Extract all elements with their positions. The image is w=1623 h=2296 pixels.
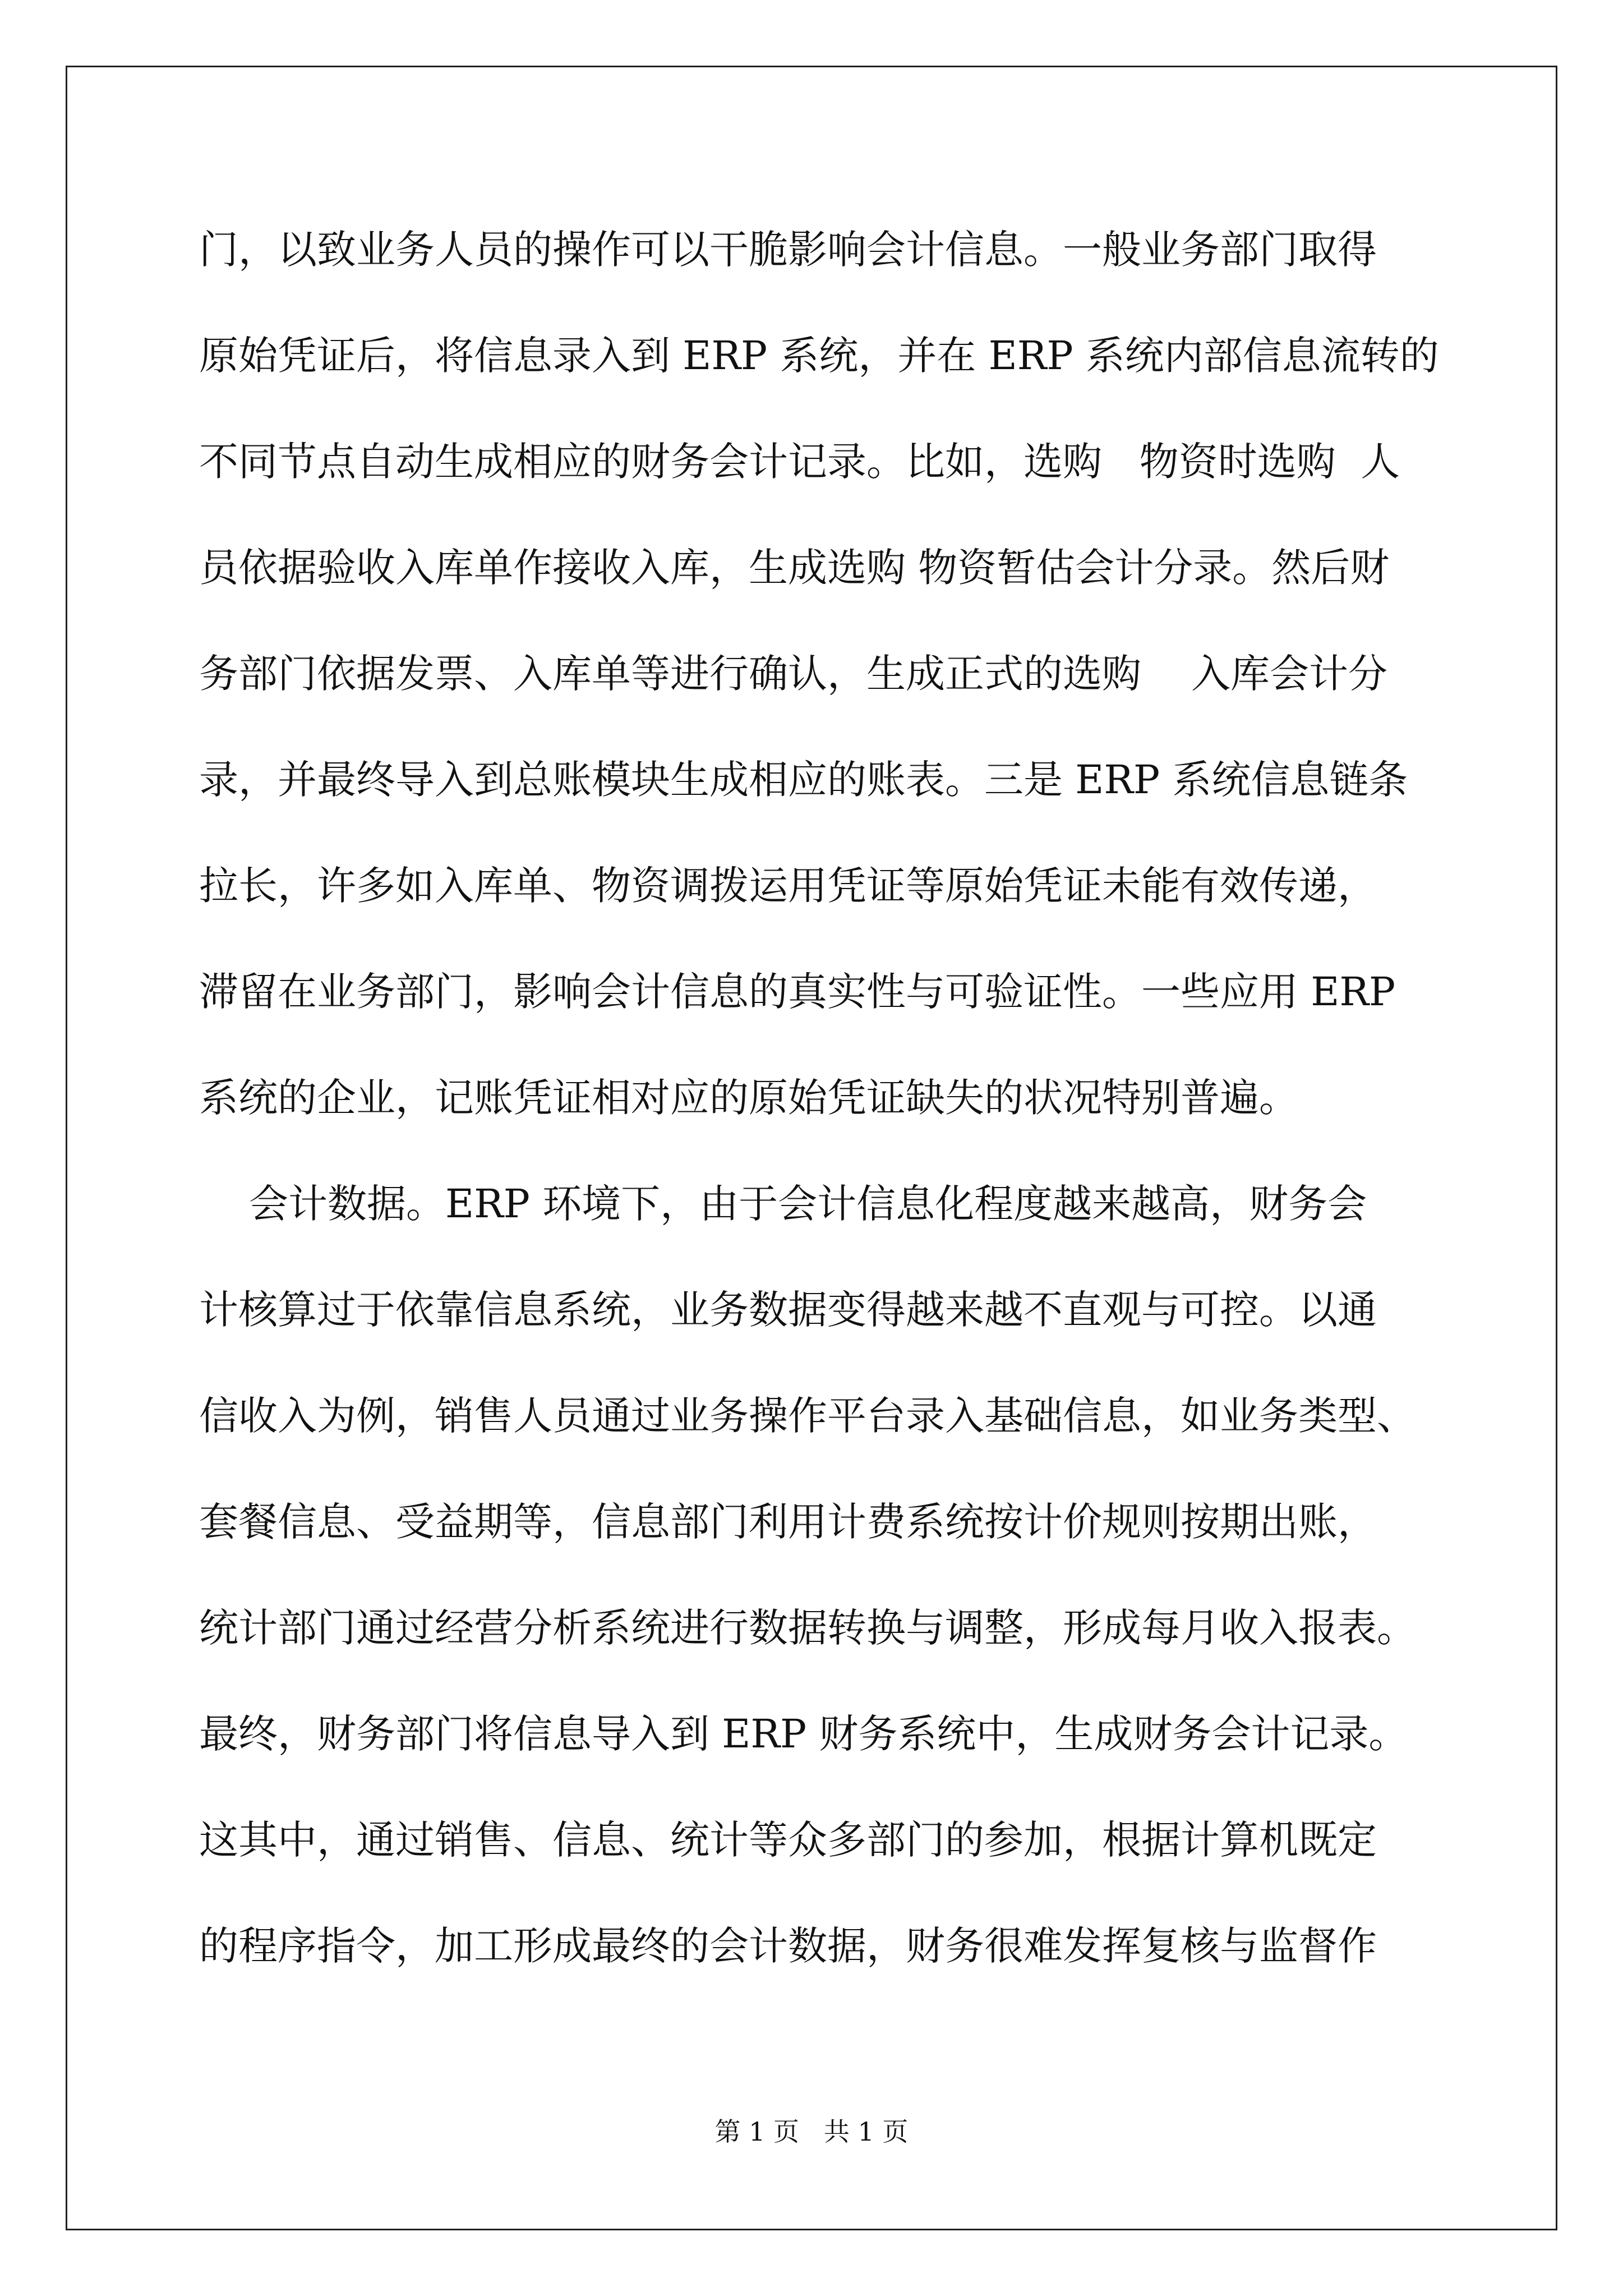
text-line: 统计部门通过经营分析系统进行数据转换与调整，形成每月收入报表。	[199, 1605, 1416, 1651]
text-line: 原始凭证后，将信息录入到 ERP 系统，并在 ERP 系统内部信息流转的	[199, 333, 1439, 379]
document-body	[199, 216, 1439, 2018]
text-line: 系统的企业，记账凭证相对应的原始凭证缺失的状况特别普遍。	[199, 1075, 1298, 1121]
page-number: 第 1 页 共 1 页	[714, 2116, 909, 2147]
text-line: 这其中，通过销售、信息、统计等众多部门的参加，根据计算机既定	[199, 1817, 1377, 1863]
text-line: 录，并最终导入到总账模块生成相应的账表。三是 ERP 系统信息链条	[199, 757, 1408, 803]
text-line: 门，以致业务人员的操作可以干脆影响会计信息。一般业务部门取得	[199, 227, 1377, 273]
text-line: 滞留在业务部门，影响会计信息的真实性与可验证性。一些应用 ERP	[199, 969, 1396, 1015]
text-line: 务部门依据发票、入库单等进行确认，生成正式的选购 入库会计分	[199, 651, 1388, 697]
text-line: 套餐信息、受益期等，信息部门利用计费系统按计价规则按期出账，	[199, 1499, 1377, 1545]
text-line: 信收入为例，销售人员通过业务操作平台录入基础信息，如业务类型、	[199, 1393, 1416, 1439]
text-line: 不同节点自动生成相应的财务会计记录。比如，选购 物资时选购 人	[199, 439, 1400, 485]
text-line: 的程序指令，加工形成最终的会计数据，财务很难发挥复核与监督作	[199, 1923, 1377, 1969]
text-line: 计核算过于依靠信息系统，业务数据变得越来越不直观与可控。以通	[199, 1287, 1377, 1333]
text-line: 员依据验收入库单作接收入库，生成选购 物资暂估会计分录。然后财	[199, 545, 1390, 591]
text-line: 拉长，许多如入库单、物资调拨运用凭证等原始凭证未能有效传递，	[199, 863, 1377, 909]
text-line: 最终，财务部门将信息导入到 ERP 财务系统中，生成财务会计记录。	[199, 1711, 1408, 1757]
text-line: 会计数据。ERP 环境下，由于会计信息化程度越来越高，财务会	[199, 1181, 1367, 1227]
